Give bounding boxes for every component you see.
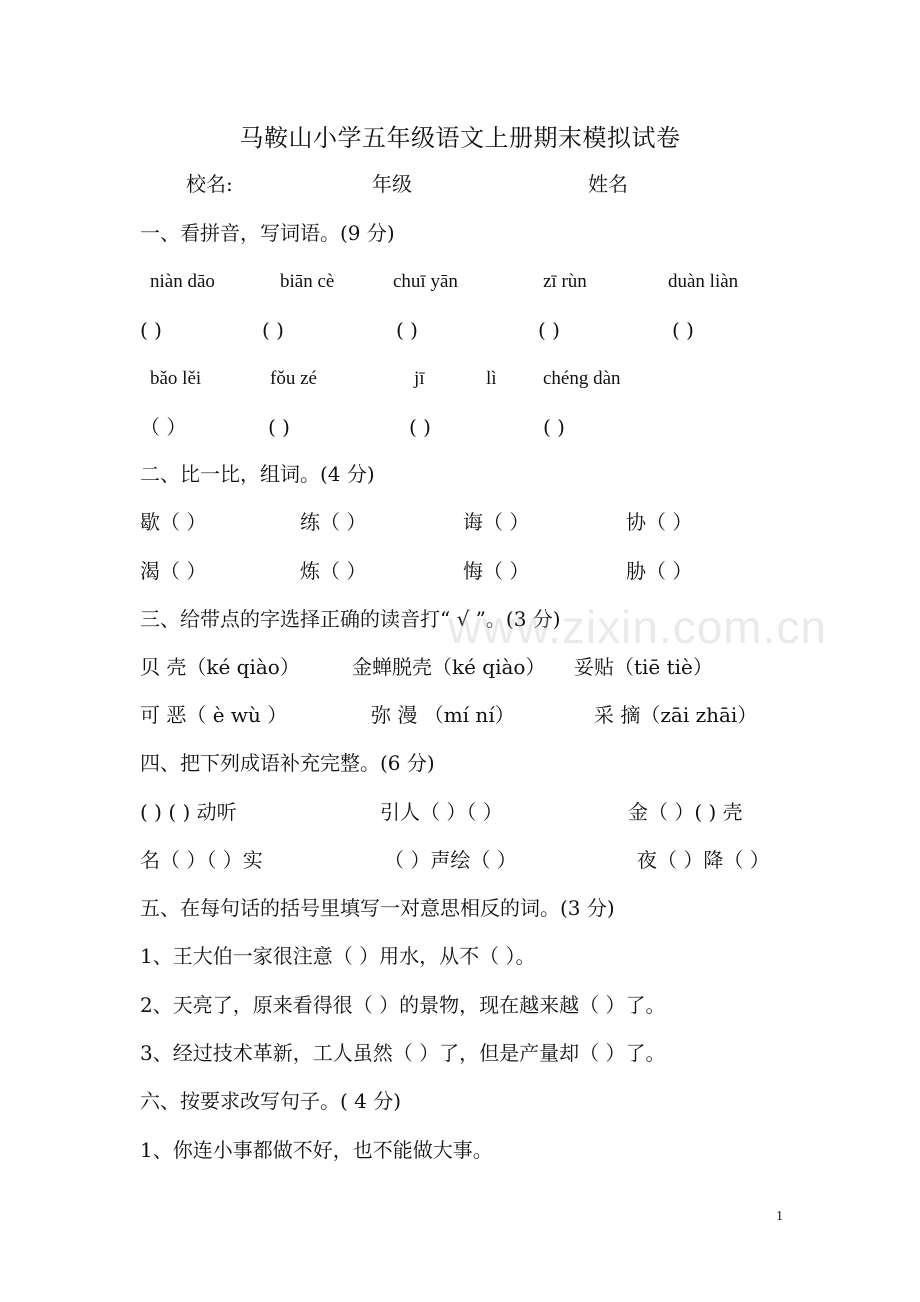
pinyin-item: fǒu zé [270,368,317,389]
pinyin-item: jī [414,368,425,389]
pinyin-item: zī rùn [543,271,587,292]
word-item: 胁（ ） [626,559,693,583]
answer-blank: ( ) [672,318,694,342]
page-number: 1 [776,1209,783,1224]
section3-heading: 三、给带点的字选择正确的读音打“ √ ”。(3 分) [140,607,561,631]
pinyin-item: bǎo lěi [150,368,202,389]
section4-heading: 四、把下列成语补充完整。(6 分) [140,751,435,775]
name-label: 姓名 [588,172,628,196]
idiom-item: ( ) ( ) 动听 [140,800,237,824]
answer-blank: ( ) [268,415,290,439]
watermark: www.zixin.com.cn [448,601,827,653]
answer-blank: （ ） [140,415,187,439]
sentence-item: 3、经过技术革新，工人虽然（ ）了，但是产量却（ ）了。 [140,1041,666,1065]
pinyin-item: biān cè [280,271,335,292]
reading-item: 采 摘（zāi zhāi） [594,703,758,727]
section2-heading: 二、比一比，组词。(4 分) [140,462,375,486]
answer-blank: ( ) [396,318,418,342]
sentence-item: 1、王大伯一家很注意（ ）用水，从不（ ）。 [140,944,536,968]
answer-blank: ( ) [538,318,560,342]
idiom-item: 夜（ ）降（ ） [637,848,770,872]
reading-item: 贝 壳（ké qiào） [140,655,300,679]
section6-heading: 六、按要求改写句子。( 4 分) [140,1089,402,1113]
sentence-item: 2、天亮了，原来看得很（ ）的景物，现在越来越（ ）了。 [140,993,666,1017]
reading-item: 弥 漫 （mí ní） [371,703,515,727]
sentence-item: 1、你连小事都做不好，也不能做大事。 [140,1138,493,1162]
answer-blank: ( ) [409,415,431,439]
word-item: 炼（ ） [300,559,367,583]
word-item: 悔（ ） [463,559,530,583]
pinyin-item: chuī yān [393,271,458,292]
section1-heading: 一、看拼音，写词语。(9 分) [140,221,395,245]
reading-item: 可 恶（ è wù ） [140,703,288,727]
answer-blank: ( ) [543,415,565,439]
pinyin-item: duàn liàn [668,271,739,292]
idiom-item: 名（ ）（ ）实 [140,848,263,872]
word-item: 歇（ ） [140,510,207,534]
idiom-item: 引人（ ）（ ） [380,800,503,824]
word-item: 练（ ） [300,510,367,534]
page-title: 马鞍山小学五年级语文上册期末模拟试卷 [239,124,681,152]
grade-label: 年级 [372,172,412,196]
reading-item: 妥贴（tiē tiè） [574,655,713,679]
pinyin-item: niàn dāo [150,271,215,292]
answer-blank: ( ) [140,318,162,342]
school-label: 校名: [186,172,233,196]
pinyin-item: lì [486,368,497,389]
word-item: 协（ ） [626,510,693,534]
idiom-item: 金（ ）( ) 壳 [628,800,743,824]
section5-heading: 五、在每句话的括号里填写一对意思相反的词。(3 分) [140,896,615,920]
reading-item: 金蝉脱壳（ké qiào） [352,655,546,679]
answer-blank: ( ) [262,318,284,342]
pinyin-item: chéng dàn [543,368,621,389]
word-item: 渴（ ） [140,559,207,583]
word-item: 诲（ ） [463,510,530,534]
idiom-item: （ ）声绘（ ） [384,848,517,872]
